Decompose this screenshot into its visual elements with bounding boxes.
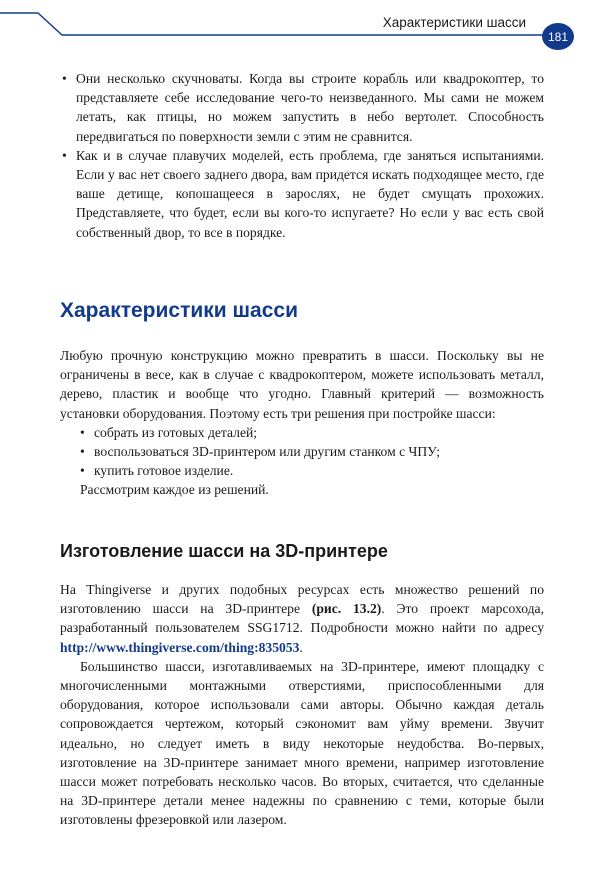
chassis-options-list xyxy=(78,423,544,481)
list-item: • воспользоваться 3D-принтером или другим станком с ЧПУ; xyxy=(78,442,544,461)
intro-bullet-list xyxy=(60,69,544,242)
figure-reference[interactable]: (рис. 13.2) xyxy=(311,601,382,617)
thingiverse-link[interactable]: http://www.thingiverse.com/thing:835053 xyxy=(60,639,300,655)
list-item: • собрать из готовых деталей; xyxy=(78,423,544,442)
paragraph-text: . Это проект марсохода, разработанный пользователем SSG1712. Подробности можно найти по адресу xyxy=(60,601,544,636)
intro-section xyxy=(60,69,544,242)
section-closing: Рассмотрим каждое из решений. xyxy=(80,482,269,498)
subsection-title: Изготовление шасси на 3D-принтере xyxy=(60,541,388,561)
section-intro-paragraph: Любую прочную конструкцию можно превратить в шасси. Поскольку вы не ограничены в весе, как в случае с квадрокоптером, можете использовать металл, дерево, пластик и вообще что угодно. Главный критерий — возможность установки оборудования. Поэтому есть три решения при постройке шасси: xyxy=(60,348,544,421)
list-item: • купить готовое изделие. xyxy=(78,461,544,480)
subsection-paragraph-2: Большинство шасси, изготавливаемых на 3D-принтере, имеют площадку с многочисленными монтажными отверстиями, приспособленными для оборудования, которое использовали сами авторы. Обычно каждая деталь сопровождается чертежом, который сэкономит вам уйму времени. Звучит идеально, но следует иметь в виду некоторые неудобства. Во-первых, изготовление на 3D-принтере занимает много времени, например изготовление шасси может потребовать несколько часов. Во вторых, считается, что сделанные на 3D-принтере детали менее надежны по сравнению с теми, которые были изготовлены фрезеровкой или лазером. xyxy=(60,658,544,828)
list-item: • Как и в случае плавучих моделей, есть проблема, где заняться испытаниями. Если у вас нет своего заднего двора, вам придется искать подходящее место, где ваше детище, копошащееся в зарослях, не будет смущать прохожих. Представляете, что будет, если вы кого-то испугаете? Но если у вас есть свой собственный двор, то все в порядке. xyxy=(60,146,544,242)
section-title: Характеристики шасси xyxy=(60,299,298,322)
section-heading-block xyxy=(60,298,544,324)
list-item: • Они несколько скучноваты. Когда вы строите корабль или квадрокоптер, то представляете себе исследование чего-то неизведанного. Мы сами не можем летать, как птицы, но можем запустить в небо вертолет. Способность передвигаться по поверхности земли с этим не сравнится. xyxy=(60,69,544,146)
section-body xyxy=(60,346,544,500)
running-title: Характеристики шасси xyxy=(382,15,526,30)
subsection-body xyxy=(60,580,544,830)
paragraph-text: . xyxy=(299,639,303,655)
header-decoration xyxy=(0,0,600,60)
page-number-badge: 181 xyxy=(542,23,574,50)
paragraph-text: На Thingiverse и других подобных ресурсах есть множество решений по изготовлению шасси на 3D-принтере xyxy=(60,582,544,617)
subsection-paragraph-1 xyxy=(60,580,544,657)
subsection-heading-block xyxy=(60,539,544,563)
